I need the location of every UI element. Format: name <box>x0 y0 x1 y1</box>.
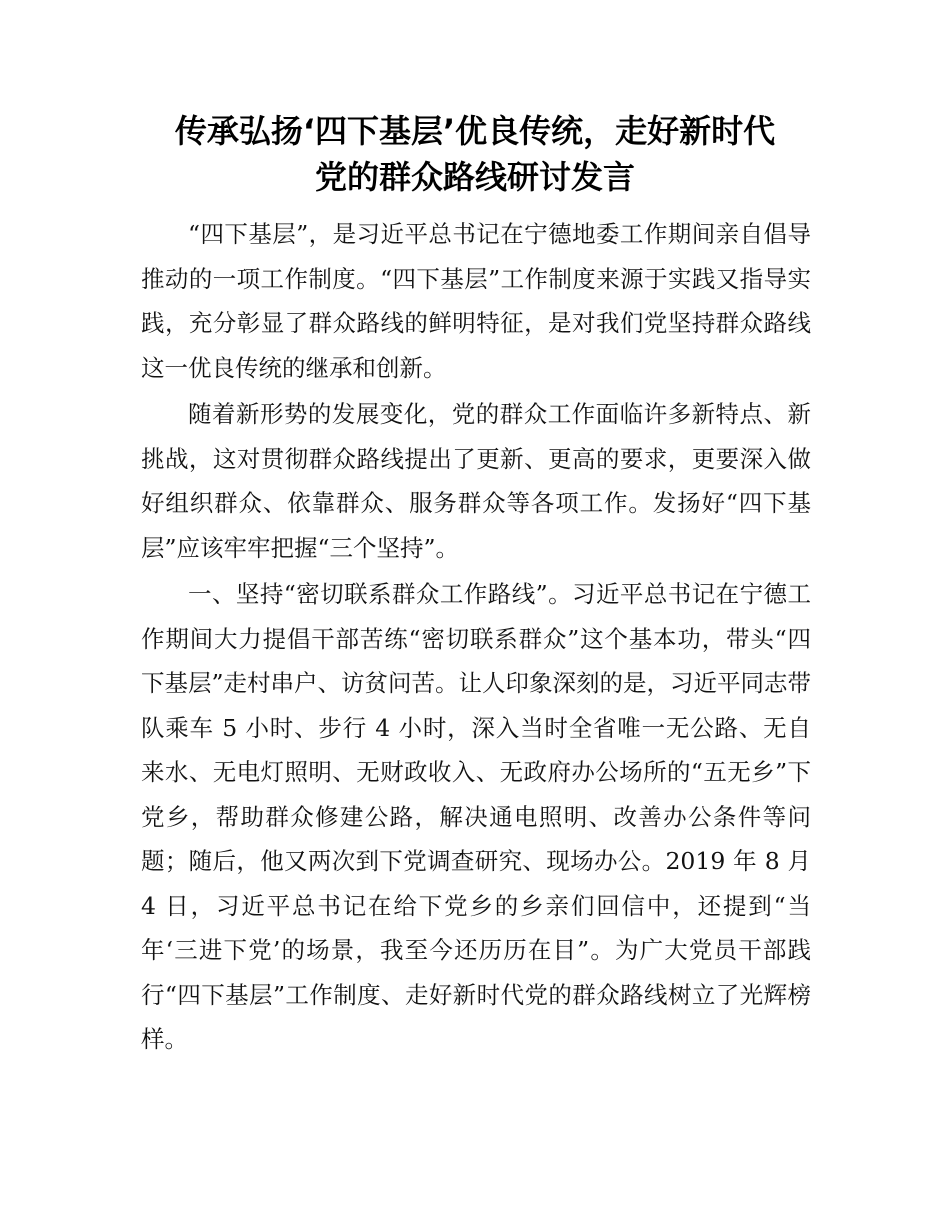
document-body <box>141 212 811 1064</box>
title-line-1: 传承弘扬‘四下基层’优良传统，走好新时代 <box>174 112 776 150</box>
paragraph-intro: “四下基层”，是习近平总书记在宁德地委工作期间亲自倡导推动的一项工作制度。“四下基层”工作制度来源于实践又指导实践，充分彰显了群众路线的鲜明特征，是对我们党坚持群众路线这一优良传统的继承和创新。 <box>141 220 811 382</box>
paragraph-context: 随着新形势的发展变化，党的群众工作面临许多新特点、新挑战，这对贯彻群众路线提出了更新、更高的要求，更要深入做好组织群众、依靠群众、服务群众等各项工作。发扬好“四下基层”应该牢牢把握“三个坚持”。 <box>141 400 811 562</box>
title-line-2: 党的群众路线研讨发言 <box>314 158 635 196</box>
document-title <box>100 108 850 200</box>
paragraph-point-one: 一、坚持“密切联系群众工作路线”。习近平总书记在宁德工作期间大力提倡干部苦练“密切联系群众”这个基本功，带头“四下基层”走村串户、访贫问苦。让人印象深刻的是，习近平同志带队乘车 5 小时、步行 4 小时，深入当时全省唯一无公路、无自来水、无电灯照明、无财政收入、无政府办公场所的“五无乡”下党乡，帮助群众修建公路，解决通电照明、改善办公条件等问题；随后，他又两次到下党调查研究、现场办公。2019 年 8 月 4 日，习近平总书记在给下党乡的乡亲们回信中，还提到“当年‘三进下党’的场景，我至今还历历在目”。为广大党员干部践行“四下基层”工作制度、走好新时代党的群众路线树立了光辉榜样。 <box>141 580 812 1053</box>
